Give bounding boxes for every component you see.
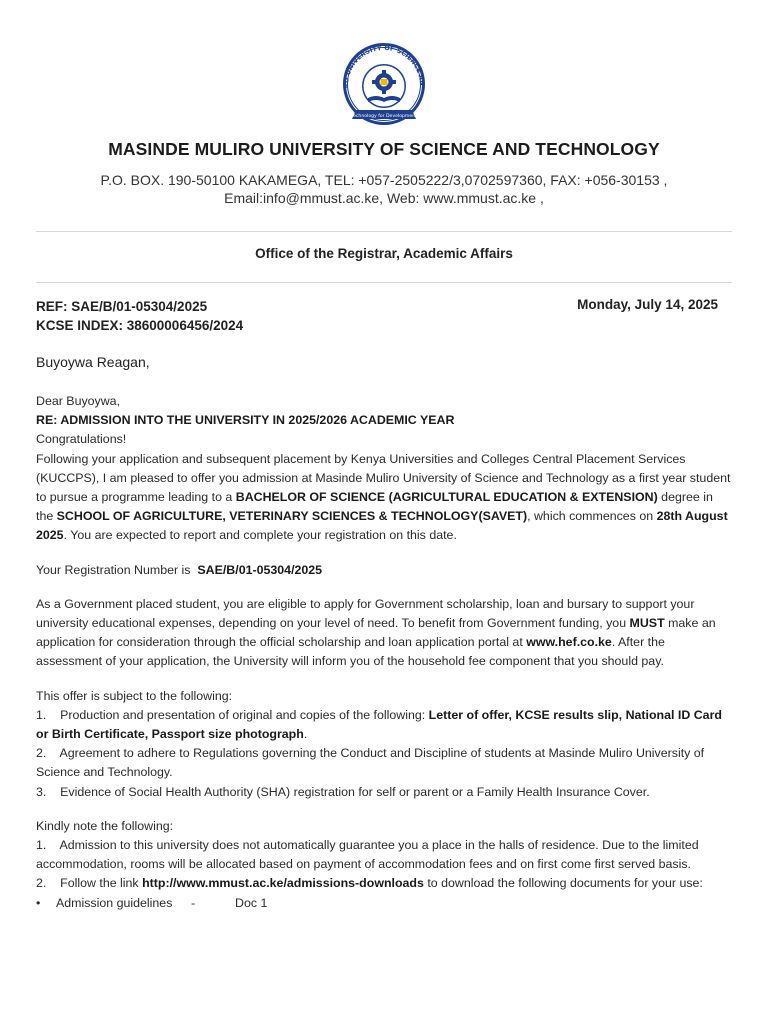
portal-link[interactable]: www.hef.co.ke: [526, 635, 612, 650]
bullet-icon: •: [36, 895, 41, 910]
note-item: 1. Admission to this university does not automatically guarantee you a place in the halls of residence. Due to the limited accommodation, rooms will be allocated based on payment of accommodation fees and on first come first served basis.: [36, 838, 699, 872]
letter-date: Monday, July 14, 2025: [577, 297, 718, 312]
admission-paragraph: Following your application and subsequent placement by Kenya Universities and Colleges Central Placement Services (KUCCPS), I am pleased to offer you admission at Masinde Muliro University of Science and Technology as a first year student to pursue a programme leading to a BACHELOR OF SCIENCE (AGRICULTURAL EDUCATION & EXTENSION) degree in the SCHOOL OF AGRICULTURE, VETERINARY SCIENCES & TECHNOLOGY(SAVET), which commences on 28th August 2025. You are expected to report and complete your registration on this date.: [36, 451, 731, 543]
letter-body: [36, 392, 732, 913]
university-logo: [334, 40, 434, 132]
subject-line: RE: ADMISSION INTO THE UNIVERSITY IN 2025/2026 ACADEMIC YEAR: [36, 413, 455, 428]
note-item: 2. Follow the link http://www.mmust.ac.ke/admissions-downloads to download the following documents for your use:: [36, 876, 703, 891]
must-emphasis: MUST: [629, 616, 665, 631]
address-line-2: Email:info@mmust.ac.ke, Web: www.mmust.ac.ke ,: [224, 190, 544, 206]
reference-block: [36, 297, 243, 335]
downloads-link[interactable]: http://www.mmust.ac.ke/admissions-downloads: [142, 876, 424, 891]
salutation: Dear Buyoywa,: [36, 394, 121, 408]
conditions-intro: This offer is subject to the following:: [36, 688, 233, 703]
condition-item: 3. Evidence of Social Health Authority (SHA) registration for self or parent or a Family Health Insurance Cover.: [36, 784, 650, 799]
school-name: SCHOOL OF AGRICULTURE, VETERINARY SCIENCES & TECHNOLOGY(SAVET): [56, 509, 528, 524]
header-divider-top: [36, 231, 732, 232]
separator-dash: -: [191, 895, 196, 910]
logo-motto: Technology for Development: [351, 114, 417, 119]
condition-item: 2. Agreement to adhere to Regulations governing the Conduct and Discipline of students at Masinde Muliro University of Science and Technology.: [36, 746, 705, 780]
congratulations: Congratulations!: [36, 432, 127, 447]
logo-ring-text: RO UNIVERSITY OF SCIENCE AN: [342, 44, 426, 89]
notes-intro: Kindly note the following:: [36, 818, 174, 833]
ref-number: REF: SAE/B/01-05304/2025: [36, 299, 208, 314]
condition-item: 1. Production and presentation of original and copies of the following: Letter of offer, KCSE results slip, National ID Card or Birth Certificate, Passport size photograph.: [36, 707, 722, 742]
start-date: 28th August 2025: [36, 509, 728, 543]
document-ref: Doc 1: [235, 895, 268, 910]
university-address: [0, 171, 768, 207]
registration-number: SAE/B/01-05304/2025: [197, 562, 323, 577]
address-line-1: P.O. BOX. 190-50100 KAKAMEGA, TEL: +057-2505222/3,0702597360, FAX: +056-30153 ,: [100, 172, 668, 188]
header-divider-bottom: [36, 282, 732, 283]
document-label: Admission guidelines: [56, 895, 173, 910]
kcse-index: KCSE INDEX: 38600006456/2024: [36, 318, 244, 333]
office-title: Office of the Registrar, Academic Affairs: [255, 246, 513, 261]
registration-number-line: Your Registration Number is SAE/B/01-05304/2025: [36, 562, 323, 577]
programme-name: BACHELOR OF SCIENCE (AGRICULTURAL EDUCATION & EXTENSION): [235, 490, 658, 505]
list-item: [36, 894, 732, 913]
university-name: MASINDE MULIRO UNIVERSITY OF SCIENCE AND TECHNOLOGY: [108, 139, 660, 159]
addressee: Buyoywa Reagan,: [36, 354, 150, 370]
funding-paragraph: As a Government placed student, you are eligible to apply for Government scholarship, loan and bursary to support your university educational expenses, depending on your level of need. To benefit from Government funding, you MUST make an application for consideration through the official scholarship and loan application portal at www.hef.co.ke. After the assessment of your application, the University will inform you of the household fee component that you should pay.: [36, 596, 716, 669]
